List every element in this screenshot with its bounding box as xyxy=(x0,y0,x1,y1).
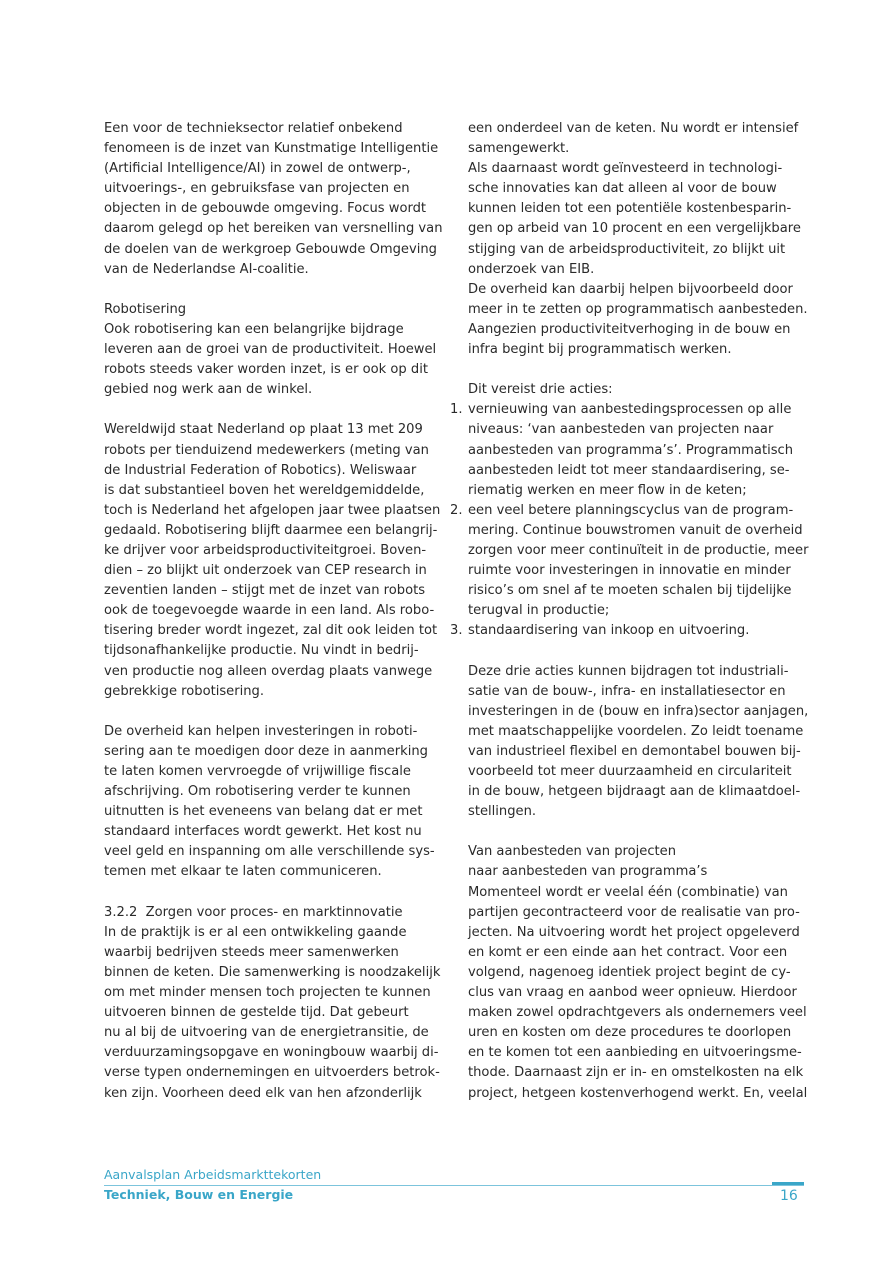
text-line: de doelen van de werkgroep Gebouwde Omgeving xyxy=(104,241,437,257)
text-line: robots steeds vaker worden inzet, is er ook op dit xyxy=(104,362,428,378)
action-item xyxy=(450,621,808,641)
page-number: 16 xyxy=(780,1188,798,1204)
text-line: maken zowel opdrachtgevers als ondernemers veel xyxy=(468,1005,807,1021)
paragraph-gap xyxy=(104,400,442,420)
action-number: 3. xyxy=(450,623,463,639)
text-line: leveren aan de groei van de productiviteit. Hoewel xyxy=(104,342,437,358)
right-rest xyxy=(468,641,808,1103)
text-line: tijdsonafhankelijke productie. Nu vindt in bedrij- xyxy=(104,643,419,659)
text-line: een veel betere planningscyclus van de program- xyxy=(468,502,794,518)
text-line: tisering breder wordt ingezet, zal dit ook leiden tot xyxy=(104,623,438,639)
text-line: ruimte voor investeringen in innovatie en minder xyxy=(468,563,791,579)
text-line: binnen de keten. Die samenwerking is noodzakelijk xyxy=(104,964,441,980)
text-line: volgend, nagenoeg identiek project begint de cy- xyxy=(468,964,791,980)
text-line: afschrijving. Om robotisering verder te kunnen xyxy=(104,784,411,800)
text-line: ken zijn. Voorheen deed elk van hen afzonderlijk xyxy=(104,1085,422,1101)
text-line: uren en kosten om deze procedures te doorlopen xyxy=(468,1025,792,1041)
text-line: van industrieel flexibel en demontabel bouwen bij- xyxy=(468,743,801,759)
text-line: daarom gelegd op het bereiken van versnelling van xyxy=(104,221,443,237)
text-line: gen op arbeid van 10 procent en een vergelijkbare xyxy=(468,221,801,237)
paragraph-gap xyxy=(104,883,442,903)
paragraph-gap xyxy=(468,360,808,380)
text-line: standaard interfaces wordt gewerkt. Het kost nu xyxy=(104,824,422,840)
text-line: verse typen ondernemingen en uitvoerders betrok- xyxy=(104,1065,440,1081)
text-line: en te komen tot een aanbieding en uitvoeringsme- xyxy=(468,1045,802,1061)
text-line: De overheid kan daarbij helpen bijvoorbeeld door xyxy=(468,281,793,297)
text-line: fenomeen is de inzet van Kunstmatige Intelligentie xyxy=(104,141,439,157)
text-line: satie van de bouw-, infra- en installatiesector en xyxy=(468,683,786,699)
text-line: investeringen in de (bouw en infra)sector aanjagen, xyxy=(468,703,809,719)
text-line: onderzoek van EIB. xyxy=(468,261,595,277)
text-line: te laten komen vervroegde of vrijwillige fiscale xyxy=(104,764,411,779)
text-line: nu al bij de uitvoering van de energietransitie, de xyxy=(104,1025,429,1041)
text-line: sche innovaties kan dat alleen al voor de bouw xyxy=(468,181,777,197)
text-line: vernieuwing van aanbestedingsprocessen op alle xyxy=(468,402,792,418)
text-line: In de praktijk is er al een ontwikkeling gaande xyxy=(104,924,407,940)
text-line: zorgen voor meer continuïteit in de productie, meer xyxy=(468,542,809,558)
text-line: waarbij bedrijven steeds meer samenwerken xyxy=(104,944,399,960)
text-line: Als daarnaast wordt geïnvesteerd in technologi- xyxy=(468,161,783,177)
paragraph-gap xyxy=(104,280,442,300)
text-line: infra begint bij programmatisch werken. xyxy=(468,342,732,358)
text-line: Ook robotisering kan een belangrijke bijdrage xyxy=(104,321,404,337)
page-number-marker xyxy=(772,1182,804,1185)
paragraph-gap xyxy=(468,641,808,661)
text-line: gebrekkige robotisering. xyxy=(104,683,265,699)
text-line: kunnen leiden tot een potentiële kostenbesparin- xyxy=(468,201,792,217)
text-line: Wereldwijd staat Nederland op plaat 13 met 209 xyxy=(104,422,423,438)
paragraph-gap xyxy=(104,702,442,722)
text-line: toch is Nederland het afgelopen jaar twee plaatsen xyxy=(104,502,441,518)
text-line: is dat substantieel boven het wereldgemiddelde, xyxy=(104,482,425,498)
text-line: De overheid kan helpen investeringen in roboti- xyxy=(104,723,418,739)
text-line: thode. Daarnaast zijn er in- en omstelkosten na elk xyxy=(468,1065,804,1081)
text-line: meer in te zetten op programmatisch aanbesteden. xyxy=(468,301,808,317)
text-line: om met minder mensen toch projecten te kunnen xyxy=(104,985,431,1001)
text-line: de Industrial Federation of Robotics). Weliswaar xyxy=(104,462,417,478)
text-line: Robotisering xyxy=(104,301,187,317)
text-line: ke drijver voor arbeidsproductiviteitgroei. Boven- xyxy=(104,542,427,558)
text-line: objecten in de gebouwde omgeving. Focus wordt xyxy=(104,201,427,217)
paragraph-gap xyxy=(468,822,808,842)
right-intro xyxy=(468,119,808,400)
action-number: 2. xyxy=(450,502,463,518)
text-line: gebied nog werk aan de winkel. xyxy=(104,382,313,398)
text-line: terugval in productie; xyxy=(468,603,610,619)
text-line: Aangezien productiviteitverhoging in de bouw en xyxy=(468,321,791,337)
text-line: verduurzamingsopgave en woningbouw waarbij di- xyxy=(104,1045,439,1061)
text-line: samengewerkt. xyxy=(468,141,570,157)
text-line: niveaus: ‘van aanbesteden van projecten naar xyxy=(468,422,774,438)
footer-subtitle: Techniek, Bouw en Energie xyxy=(104,1187,294,1202)
text-line: aanbesteden leidt tot meer standaardisering, se- xyxy=(468,462,790,478)
text-line: project, hetgeen kostenverhogend werkt. En, veelal xyxy=(468,1085,808,1101)
text-line: clus van vraag en aanbod weer opnieuw. Hierdoor xyxy=(468,985,797,1001)
text-line: aanbesteden van programma’s’. Programmatisch xyxy=(468,442,794,458)
text-line: Dit vereist drie acties: xyxy=(468,382,613,398)
text-line: ook de toegevoegde waarde in een land. Als robo- xyxy=(104,603,435,619)
text-line: gedaald. Robotisering blijft daarmee een belangrij- xyxy=(104,522,438,538)
action-number: 1. xyxy=(450,402,463,418)
text-line: ven productie nog alleen overdag plaats vanwege xyxy=(104,663,433,679)
text-line: uitvoerings-, en gebruiksfase van projecten en xyxy=(104,181,410,197)
text-line: riematig werken en meer flow in de keten; xyxy=(468,482,747,498)
text-line: een onderdeel van de keten. Nu wordt er intensief xyxy=(468,121,799,136)
text-line: zeventien landen – stijgt met de inzet van robots xyxy=(104,583,426,599)
text-line: voorbeeld tot meer duurzaamheid en circulariteit xyxy=(468,764,792,779)
footer-divider xyxy=(104,1185,804,1186)
text-line: robots per tienduizend medewerkers (meting van xyxy=(104,442,429,458)
text-line: risico’s om snel af te moeten schalen bij tijdelijke xyxy=(468,583,792,599)
text-line: Een voor de technieksector relatief onbekend xyxy=(104,121,403,136)
text-line: uitnutten is het eveneens van belang dat er met xyxy=(104,804,423,820)
right-column xyxy=(450,119,809,1104)
text-line: van de Nederlandse AI-coalitie. xyxy=(104,261,309,277)
text-line: temen met elkaar te laten communiceren. xyxy=(104,864,382,880)
text-line: uitvoeren binnen de gestelde tijd. Dat gebeurt xyxy=(104,1005,409,1021)
action-item xyxy=(450,400,808,500)
text-line: (Artificial Intelligence/AI) in zowel de ontwerp-, xyxy=(104,161,411,177)
text-line: veel geld en inspanning om alle verschillende sys- xyxy=(104,844,435,860)
footer-publication-title: Aanvalsplan Arbeidsmarkttekorten xyxy=(104,1167,322,1182)
text-line: naar aanbesteden van programma’s xyxy=(468,864,708,880)
text-line: jecten. Na uitvoering wordt het project opgeleverd xyxy=(468,924,800,940)
text-line: sering aan te moedigen door deze in aanmerking xyxy=(104,743,428,759)
text-line: Van aanbesteden van projecten xyxy=(468,844,677,860)
text-line: met maatschappelijke voordelen. Zo leidt toename xyxy=(468,723,804,739)
text-line: 3.2.2 Zorgen voor proces- en marktinnovatie xyxy=(104,904,403,920)
text-line: stellingen. xyxy=(468,804,537,820)
text-line: mering. Continue bouwstromen vanuit de overheid xyxy=(468,522,803,538)
text-line: en komt er een einde aan het contract. Voor een xyxy=(468,944,788,960)
action-item xyxy=(450,501,809,622)
actions-list xyxy=(450,400,809,641)
left-column xyxy=(104,119,442,1104)
text-line: Momenteel wordt er veelal één (combinatie) van xyxy=(468,884,788,900)
text-line: partijen gecontracteerd voor de realisatie van pro- xyxy=(468,904,800,920)
text-line: standaardisering van inkoop en uitvoering. xyxy=(468,623,750,639)
text-line: dien – zo blijkt uit onderzoek van CEP research in xyxy=(104,563,427,579)
text-line: Deze drie acties kunnen bijdragen tot industriali- xyxy=(468,663,789,679)
text-line: in de bouw, hetgeen bijdraagt aan de klimaatdoel- xyxy=(468,784,801,800)
text-line: stijging van de arbeidsproductiviteit, zo blijkt uit xyxy=(468,241,786,257)
